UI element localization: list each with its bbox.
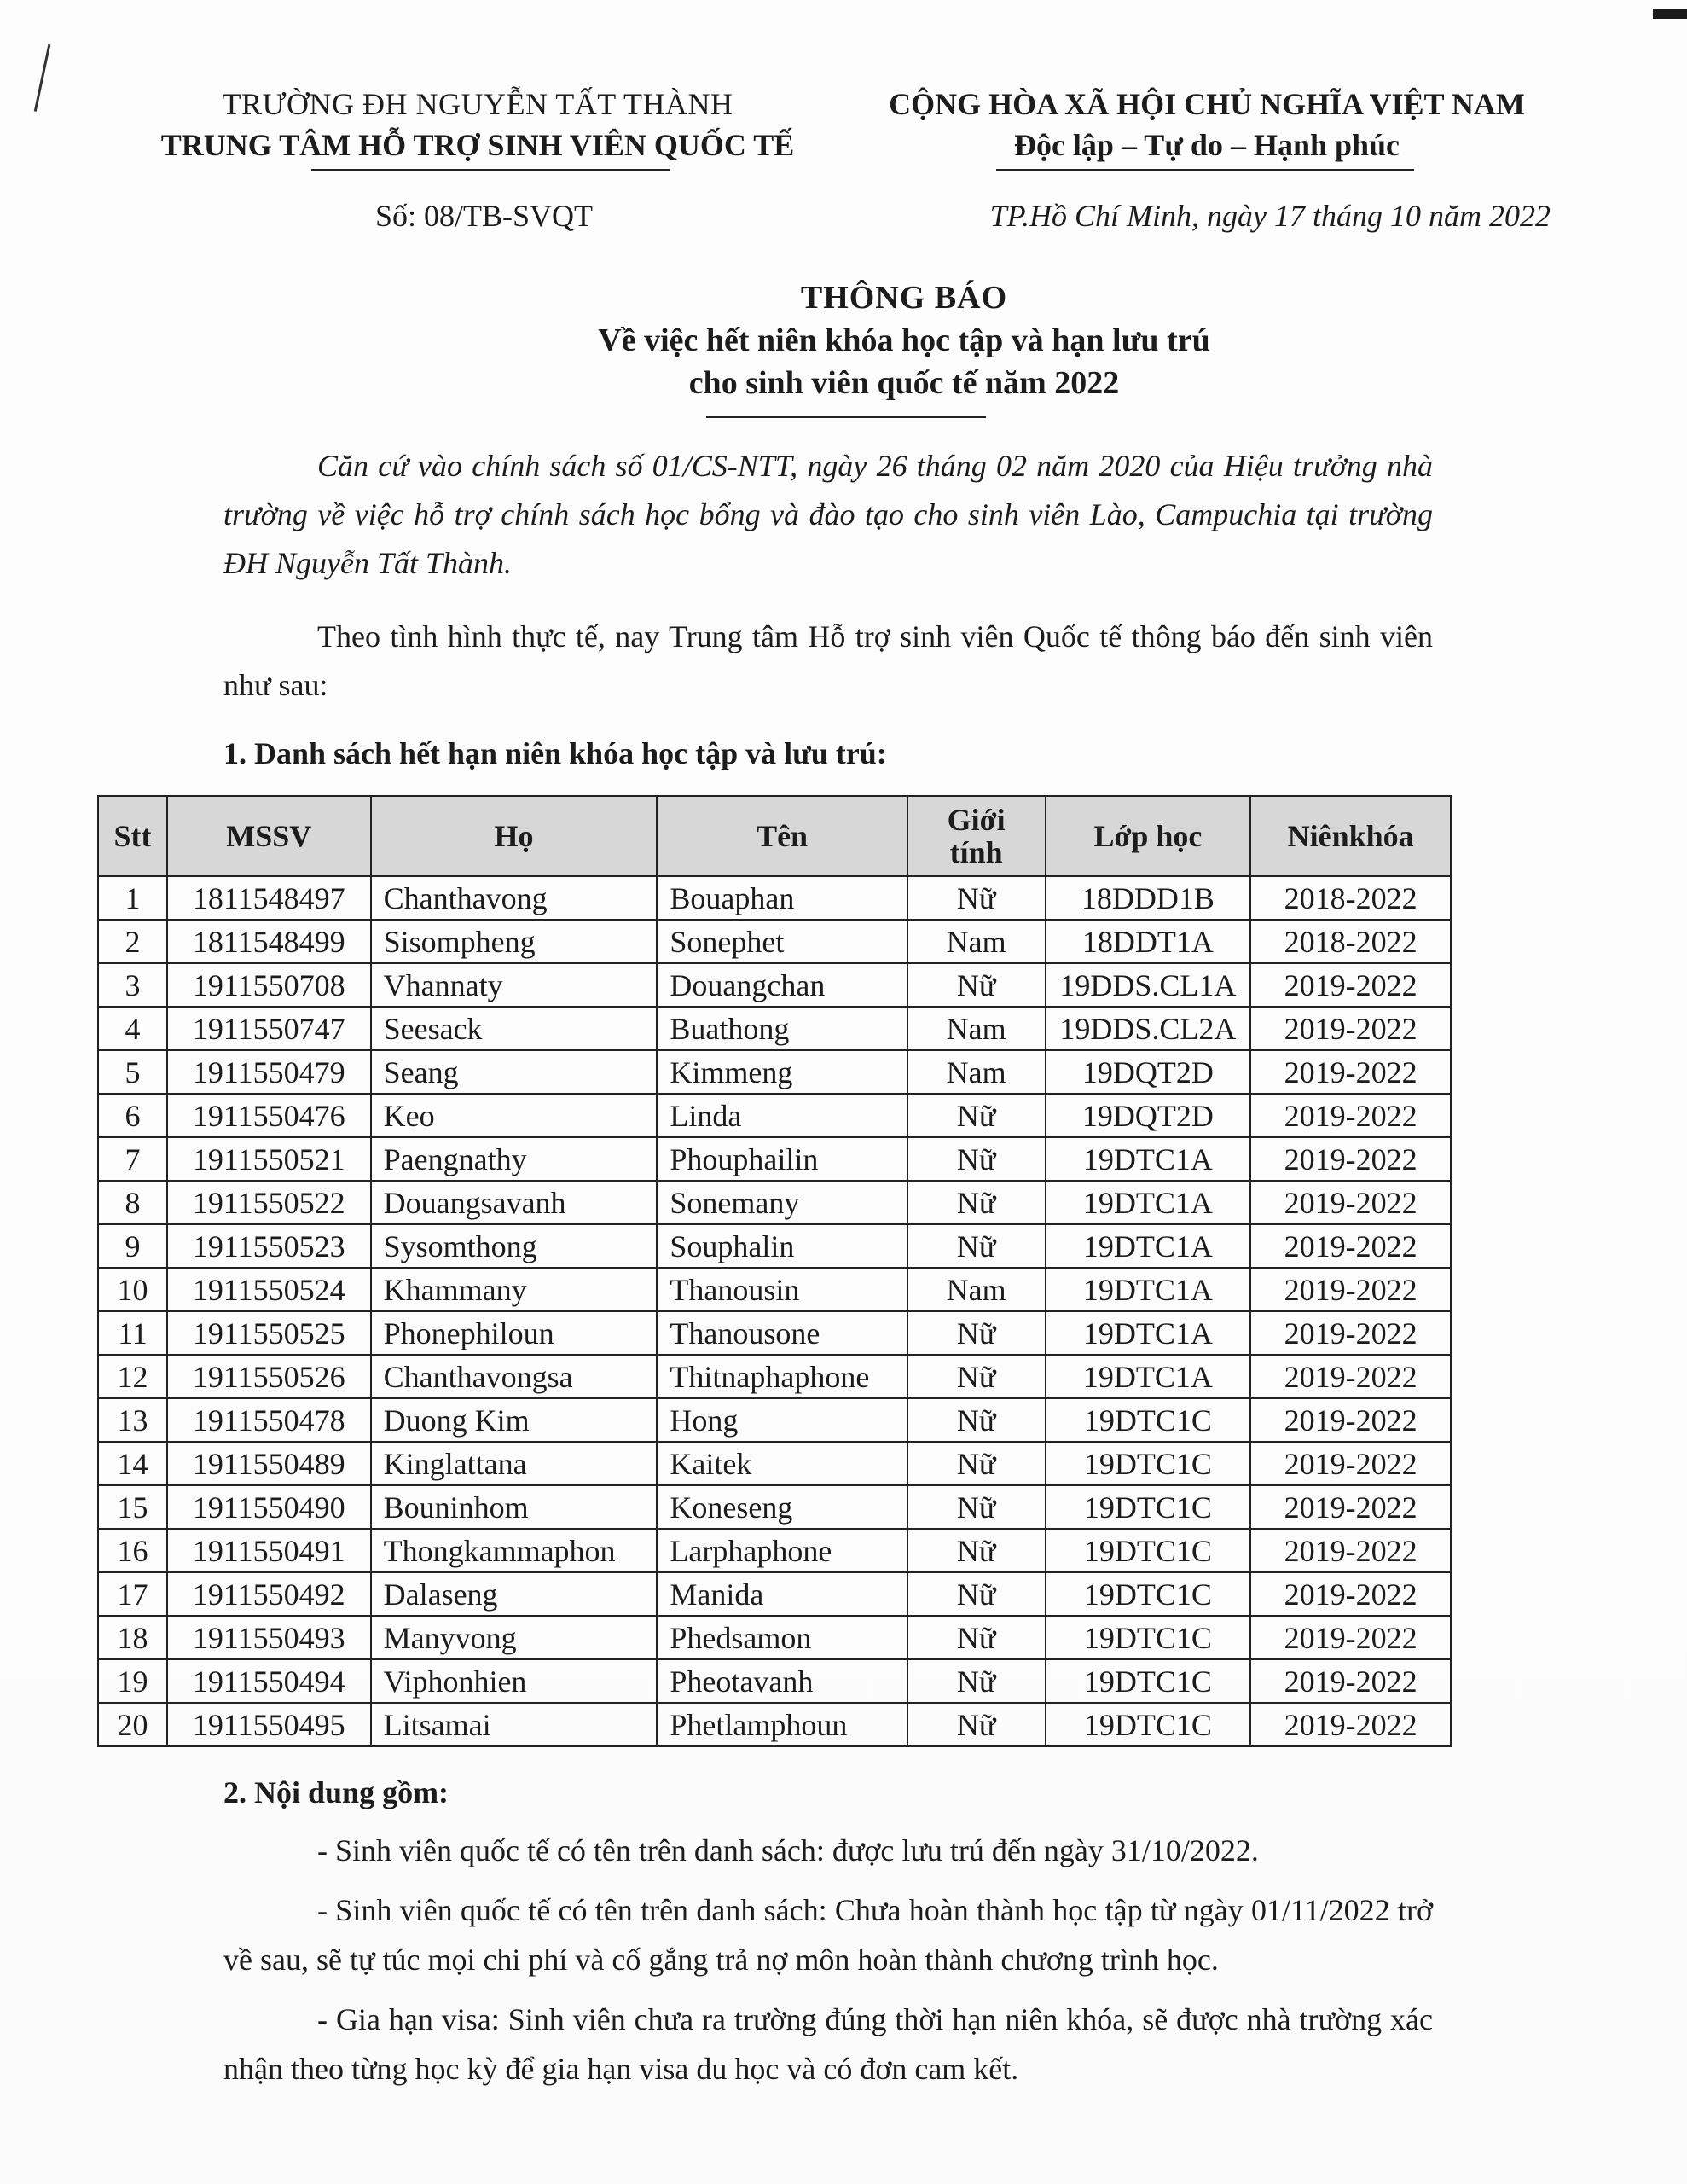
issuer-underline: [311, 169, 670, 171]
cell-nien-khoa: 2019-2022: [1250, 1137, 1451, 1181]
cell-nien-khoa: 2019-2022: [1250, 1398, 1451, 1442]
cell-ten: Thanousone: [657, 1311, 907, 1355]
cell-ten: Buathong: [657, 1007, 907, 1050]
cell-ho: Duong Kim: [371, 1398, 658, 1442]
national-header: [844, 84, 1569, 166]
cell-nien-khoa: 2019-2022: [1250, 963, 1451, 1007]
cell-ten: Phetlamphoun: [657, 1703, 907, 1746]
col-header-lop: Lớp học: [1046, 796, 1251, 876]
cell-gioi-tinh: Nam: [907, 1050, 1046, 1094]
cell-gioi-tinh: Nữ: [907, 1659, 1046, 1703]
cell-stt: 15: [98, 1485, 167, 1529]
cell-ho: Viphonhien: [371, 1659, 658, 1703]
table-row: [98, 920, 1451, 963]
cell-lop: 19DTC1C: [1046, 1398, 1251, 1442]
cell-ho: Sisompheng: [371, 920, 658, 963]
table-row: [98, 1398, 1451, 1442]
cell-stt: 20: [98, 1703, 167, 1746]
cell-lop: 19DTC1A: [1046, 1268, 1251, 1311]
cell-stt: 2: [98, 920, 167, 963]
cell-stt: 13: [98, 1398, 167, 1442]
cell-ten: Sonephet: [657, 920, 907, 963]
cell-gioi-tinh: Nam: [907, 920, 1046, 963]
cell-lop: 19DTC1C: [1046, 1485, 1251, 1529]
cell-stt: 10: [98, 1268, 167, 1311]
table-body: [98, 876, 1451, 1746]
issuer-header: [128, 84, 827, 166]
cell-stt: 3: [98, 963, 167, 1007]
table-row: [98, 1094, 1451, 1137]
cell-stt: 8: [98, 1181, 167, 1224]
table-row: [98, 1181, 1451, 1224]
cell-mssv: 1911550493: [167, 1616, 371, 1659]
cell-stt: 7: [98, 1137, 167, 1181]
cell-mssv: 1911550479: [167, 1050, 371, 1094]
table-row: [98, 1529, 1451, 1572]
cell-stt: 11: [98, 1311, 167, 1355]
scan-edge-mark: [1653, 9, 1687, 19]
cell-mssv: 1911550747: [167, 1007, 371, 1050]
cell-mssv: 1911550494: [167, 1659, 371, 1703]
cell-nien-khoa: 2019-2022: [1250, 1311, 1451, 1355]
cell-nien-khoa: 2018-2022: [1250, 920, 1451, 963]
cell-mssv: 1911550708: [167, 963, 371, 1007]
cell-ho: Seesack: [371, 1007, 658, 1050]
cell-gioi-tinh: Nam: [907, 1007, 1046, 1050]
cell-ho: Bouninhom: [371, 1485, 658, 1529]
notice-subtitle-line1: Về việc hết niên khóa học tập và hạn lưu trú: [598, 322, 1210, 358]
cell-stt: 5: [98, 1050, 167, 1094]
cell-gioi-tinh: Nữ: [907, 1616, 1046, 1659]
cell-ten: Bouaphan: [657, 876, 907, 920]
cell-ho: Kinglattana: [371, 1442, 658, 1485]
cell-mssv: 1911550495: [167, 1703, 371, 1746]
col-header-ho: Họ: [371, 796, 658, 876]
cell-lop: 19DTC1C: [1046, 1572, 1251, 1616]
cell-gioi-tinh: Nữ: [907, 1442, 1046, 1485]
cell-ten: Manida: [657, 1572, 907, 1616]
cell-stt: 18: [98, 1616, 167, 1659]
cell-gioi-tinh: Nữ: [907, 1703, 1046, 1746]
cell-lop: 19DTC1C: [1046, 1442, 1251, 1485]
cell-gioi-tinh: Nữ: [907, 1529, 1046, 1572]
cell-lop: 19DTC1C: [1046, 1659, 1251, 1703]
cell-gioi-tinh: Nữ: [907, 1398, 1046, 1442]
cell-stt: 1: [98, 876, 167, 920]
cell-ho: Sysomthong: [371, 1224, 658, 1268]
motto-underline: [996, 169, 1414, 171]
cell-lop: 18DDD1B: [1046, 876, 1251, 920]
cell-ten: Souphalin: [657, 1224, 907, 1268]
section-2-heading: 2. Nội dung gồm:: [223, 1775, 449, 1809]
cell-lop: 19DTC1A: [1046, 1137, 1251, 1181]
cell-lop: 18DDT1A: [1046, 920, 1251, 963]
cell-lop: 19DQT2D: [1046, 1094, 1251, 1137]
table-row: [98, 1050, 1451, 1094]
cell-stt: 14: [98, 1442, 167, 1485]
cell-lop: 19DTC1A: [1046, 1224, 1251, 1268]
notice-subtitle-line2: cho sinh viên quốc tế năm 2022: [688, 365, 1120, 401]
cell-mssv: 1911550522: [167, 1181, 371, 1224]
section-1-heading: 1. Danh sách hết hạn niên khóa học tập và lưu trú:: [223, 736, 887, 770]
cell-mssv: 1811548497: [167, 876, 371, 920]
cell-nien-khoa: 2019-2022: [1250, 1007, 1451, 1050]
table-row: [98, 1007, 1451, 1050]
cell-nien-khoa: 2019-2022: [1250, 1529, 1451, 1572]
cell-nien-khoa: 2019-2022: [1250, 1442, 1451, 1485]
cell-mssv: 1911550521: [167, 1137, 371, 1181]
cell-mssv: 1911550523: [167, 1224, 371, 1268]
cell-mssv: 1911550489: [167, 1442, 371, 1485]
cell-nien-khoa: 2019-2022: [1250, 1355, 1451, 1398]
cell-mssv: 1911550492: [167, 1572, 371, 1616]
cell-mssv: 1911550491: [167, 1529, 371, 1572]
title-underline: [706, 416, 986, 418]
cell-gioi-tinh: Nam: [907, 1268, 1046, 1311]
center-name: TRUNG TÂM HỖ TRỢ SINH VIÊN QUỐC TẾ: [160, 128, 795, 162]
cell-gioi-tinh: Nữ: [907, 1572, 1046, 1616]
cell-ho: Paengnathy: [371, 1137, 658, 1181]
table-row: [98, 1311, 1451, 1355]
cell-nien-khoa: 2019-2022: [1250, 1181, 1451, 1224]
cell-ho: Seang: [371, 1050, 658, 1094]
cell-lop: 19DTC1C: [1046, 1703, 1251, 1746]
cell-ten: Hong: [657, 1398, 907, 1442]
cell-ho: Thongkammaphon: [371, 1529, 658, 1572]
table-row: [98, 1355, 1451, 1398]
table-row: [98, 1268, 1451, 1311]
cell-stt: 19: [98, 1659, 167, 1703]
cell-ten: Douangchan: [657, 963, 907, 1007]
cell-gioi-tinh: Nữ: [907, 1485, 1046, 1529]
content-item: - Gia hạn visa: Sinh viên chưa ra trường đúng thời hạn niên khóa, sẽ được nhà trường xác nhận theo từng học kỳ để gia hạn visa du học và có đơn cam kết.: [223, 2002, 1433, 2086]
cell-ho: Vhannaty: [371, 963, 658, 1007]
table-row: [98, 1616, 1451, 1659]
cell-gioi-tinh: Nữ: [907, 1181, 1046, 1224]
national-title: CỘNG HÒA XÃ HỘI CHỦ NGHĨA VIỆT NAM: [889, 87, 1525, 121]
cell-mssv: 1911550478: [167, 1398, 371, 1442]
basis-paragraph: Căn cứ vào chính sách số 01/CS-NTT, ngày 26 tháng 02 năm 2020 của Hiệu trưởng nhà trường về việc hỗ trợ chính sách học bổng và đào tạo cho sinh viên Lào, Campuchia tại trường ĐH Nguyễn Tất Thành.: [223, 449, 1433, 580]
cell-mssv: 1911550526: [167, 1355, 371, 1398]
cell-gioi-tinh: Nữ: [907, 1137, 1046, 1181]
cell-gioi-tinh: Nữ: [907, 876, 1046, 920]
col-header-stt: Stt: [98, 796, 167, 876]
cell-lop: 19DQT2D: [1046, 1050, 1251, 1094]
table-row: [98, 1703, 1451, 1746]
cell-ten: Pheotavanh: [657, 1659, 907, 1703]
table-row: [98, 1659, 1451, 1703]
cell-nien-khoa: 2019-2022: [1250, 1572, 1451, 1616]
cell-mssv: 1811548499: [167, 920, 371, 963]
cell-ten: Phouphailin: [657, 1137, 907, 1181]
section-2-content: [223, 1826, 1433, 2104]
cell-ho: Phonephiloun: [371, 1311, 658, 1355]
cell-stt: 6: [98, 1094, 167, 1137]
student-table: [97, 795, 1452, 1747]
cell-gioi-tinh: Nữ: [907, 1224, 1046, 1268]
cell-gioi-tinh: Nữ: [907, 1094, 1046, 1137]
cell-gioi-tinh: Nữ: [907, 1355, 1046, 1398]
cell-ten: Koneseng: [657, 1485, 907, 1529]
cell-stt: 4: [98, 1007, 167, 1050]
cell-lop: 19DTC1A: [1046, 1181, 1251, 1224]
cell-ten: Kaitek: [657, 1442, 907, 1485]
cell-lop: 19DDS.CL1A: [1046, 963, 1251, 1007]
col-header-gioi-tinh: [907, 796, 1046, 876]
table-row: [98, 963, 1451, 1007]
cell-ho: Dalaseng: [371, 1572, 658, 1616]
table-row: [98, 1442, 1451, 1485]
cell-mssv: 1911550524: [167, 1268, 371, 1311]
pen-stroke-mark: [34, 44, 55, 113]
cell-nien-khoa: 2019-2022: [1250, 1224, 1451, 1268]
cell-stt: 16: [98, 1529, 167, 1572]
cell-ho: Chanthavongsa: [371, 1355, 658, 1398]
cell-nien-khoa: 2019-2022: [1250, 1703, 1451, 1746]
cell-ten: Kimmeng: [657, 1050, 907, 1094]
cell-nien-khoa: 2019-2022: [1250, 1485, 1451, 1529]
col-header-gioi-tinh-line1: Giới: [947, 803, 1006, 837]
table-row: [98, 876, 1451, 920]
notice-title: THÔNG BÁO: [800, 280, 1008, 316]
cell-ten: Sonemany: [657, 1181, 907, 1224]
col-header-nien-khoa: Niênkhóa: [1250, 796, 1451, 876]
cell-lop: 19DTC1C: [1046, 1529, 1251, 1572]
table-header-row: [98, 796, 1451, 876]
cell-lop: 19DDS.CL2A: [1046, 1007, 1251, 1050]
cell-ho: Manyvong: [371, 1616, 658, 1659]
document-date: TP.Hồ Chí Minh, ngày 17 tháng 10 năm 2022: [989, 199, 1551, 233]
cell-stt: 9: [98, 1224, 167, 1268]
cell-nien-khoa: 2019-2022: [1250, 1616, 1451, 1659]
cell-ho: Douangsavanh: [371, 1181, 658, 1224]
cell-ten: Thitnaphaphone: [657, 1355, 907, 1398]
cell-nien-khoa: 2019-2022: [1250, 1050, 1451, 1094]
cell-ten: Thanousin: [657, 1268, 907, 1311]
table-row: [98, 1572, 1451, 1616]
cell-gioi-tinh: Nữ: [907, 1311, 1046, 1355]
cell-ten: Linda: [657, 1094, 907, 1137]
cell-nien-khoa: 2019-2022: [1250, 1268, 1451, 1311]
cell-lop: 19DTC1A: [1046, 1355, 1251, 1398]
content-item: - Sinh viên quốc tế có tên trên danh sách: được lưu trú đến ngày 31/10/2022.: [317, 1833, 1259, 1867]
university-name: TRƯỜNG ĐH NGUYỄN TẤT THÀNH: [222, 87, 733, 121]
cell-ho: Chanthavong: [371, 876, 658, 920]
cell-ho: Keo: [371, 1094, 658, 1137]
cell-gioi-tinh: Nữ: [907, 963, 1046, 1007]
table-row: [98, 1224, 1451, 1268]
national-motto: Độc lập – Tự do – Hạnh phúc: [1013, 128, 1400, 162]
content-item: - Sinh viên quốc tế có tên trên danh sách: Chưa hoàn thành học tập từ ngày 01/11/2022 trở về sau, sẽ tự túc mọi chi phí và cố gắng trả nợ môn hoàn thành chương trình học.: [223, 1893, 1433, 1977]
cell-nien-khoa: 2018-2022: [1250, 876, 1451, 920]
cell-ten: Phedsamon: [657, 1616, 907, 1659]
cell-nien-khoa: 2019-2022: [1250, 1659, 1451, 1703]
cell-ten: Larphaphone: [657, 1529, 907, 1572]
col-header-gioi-tinh-line2: tính: [949, 835, 1003, 869]
cell-mssv: 1911550476: [167, 1094, 371, 1137]
col-header-mssv: MSSV: [167, 796, 371, 876]
table-row: [98, 1137, 1451, 1181]
cell-mssv: 1911550525: [167, 1311, 371, 1355]
col-header-ten: Tên: [657, 796, 907, 876]
cell-mssv: 1911550490: [167, 1485, 371, 1529]
cell-nien-khoa: 2019-2022: [1250, 1094, 1451, 1137]
cell-stt: 17: [98, 1572, 167, 1616]
notice-title-block: [290, 276, 1518, 404]
cell-ho: Khammany: [371, 1268, 658, 1311]
table-row: [98, 1485, 1451, 1529]
situation-paragraph: Theo tình hình thực tế, nay Trung tâm Hỗ trợ sinh viên Quốc tế thông báo đến sinh viên như sau:: [223, 619, 1433, 702]
cell-stt: 12: [98, 1355, 167, 1398]
cell-lop: 19DTC1A: [1046, 1311, 1251, 1355]
document-number: Số: 08/TB-SVQT: [375, 199, 594, 233]
cell-ho: Litsamai: [371, 1703, 658, 1746]
cell-lop: 19DTC1C: [1046, 1616, 1251, 1659]
